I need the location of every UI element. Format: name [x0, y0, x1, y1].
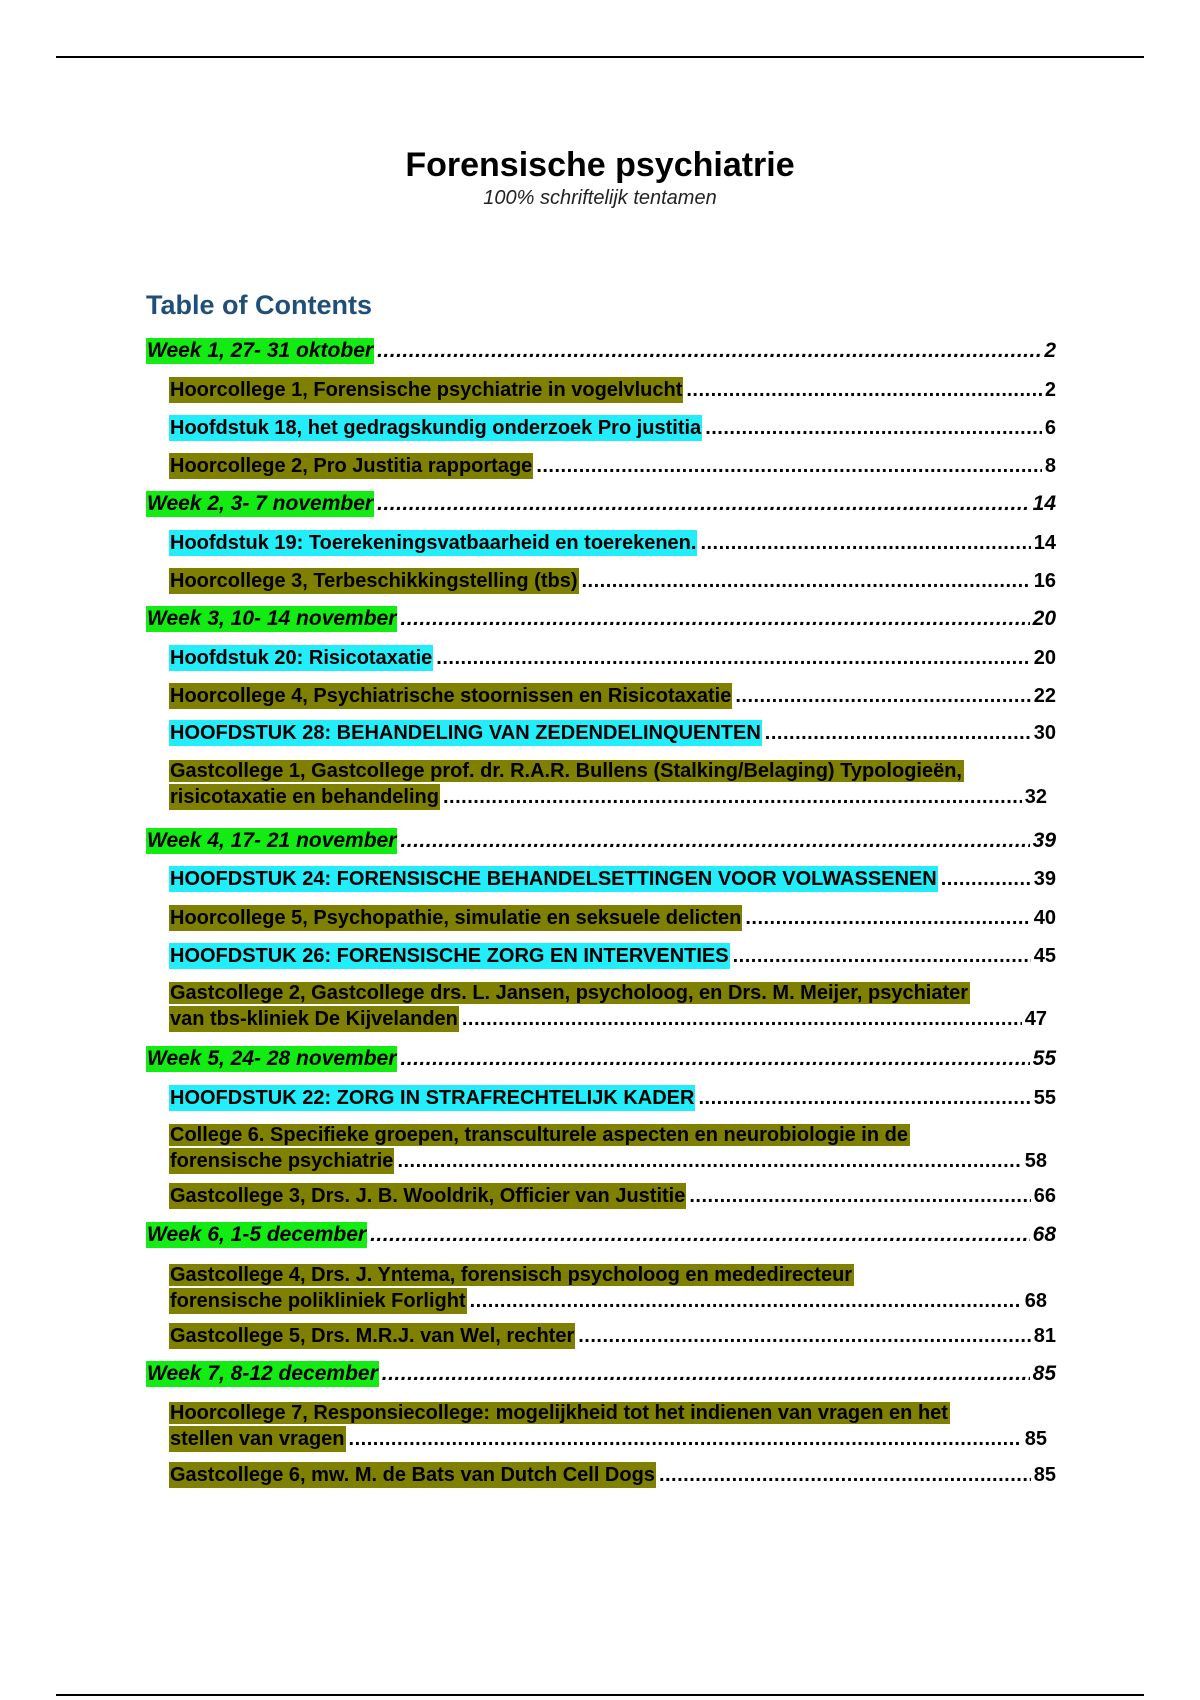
toc-page-number: 68	[1024, 1290, 1047, 1312]
toc-entry-title: HOOFDSTUK 22: ZORG IN STRAFRECHTELIJK KADER	[170, 1087, 695, 1109]
toc-entry-title: HOOFDSTUK 24: FORENSISCHE BEHANDELSETTINGEN VOOR VOLWASSENEN	[170, 868, 937, 890]
toc-page-number: 66	[1033, 1185, 1056, 1207]
dot-leader	[700, 530, 1030, 556]
dot-leader	[735, 683, 1030, 709]
toc-entry-title: Week 3, 10- 14 november	[147, 607, 397, 630]
toc-entry-title: Week 5, 24- 28 november	[147, 1047, 397, 1070]
toc-entry-title-line: Gastcollege 1, Gastcollege prof. dr. R.A.R. Bullens (Stalking/Belaging) Typologieën,	[170, 760, 962, 782]
toc-page-number: 30	[1033, 722, 1056, 744]
toc-entry[interactable]	[169, 866, 1056, 892]
toc-entry[interactable]	[169, 758, 1047, 810]
toc-entry[interactable]	[169, 720, 1056, 746]
toc-heading: Table of Contents	[146, 290, 372, 320]
toc-page-number: 32	[1024, 786, 1047, 808]
toc-page-number: 85	[1024, 1428, 1047, 1450]
toc-week-entry[interactable]	[146, 338, 1056, 364]
dot-leader	[349, 1426, 1022, 1452]
dot-leader	[400, 828, 1029, 854]
toc-entry[interactable]	[169, 645, 1056, 671]
dot-leader	[582, 568, 1031, 594]
toc-entry[interactable]	[169, 1323, 1056, 1349]
toc-entry[interactable]	[169, 1400, 1047, 1452]
toc-page-number: 6	[1044, 417, 1056, 439]
toc-entry[interactable]	[169, 415, 1056, 441]
dot-leader	[443, 784, 1022, 810]
toc-page-number: 85	[1033, 1464, 1056, 1486]
dot-leader	[400, 1046, 1029, 1072]
dot-leader	[765, 720, 1031, 746]
dot-leader	[397, 1148, 1021, 1174]
toc-entry-title: Hoofdstuk 20: Risicotaxatie	[170, 647, 433, 669]
toc-page-number: 55	[1033, 1087, 1056, 1109]
toc-page-number: 2	[1044, 339, 1056, 362]
toc-entry-title: Hoorcollege 1, Forensische psychiatrie in vogelvlucht	[170, 379, 683, 401]
dot-leader	[370, 1222, 1030, 1248]
toc-week-entry[interactable]	[146, 1222, 1056, 1248]
toc-entry-title: HOOFDSTUK 26: FORENSISCHE ZORG EN INTERVENTIES	[170, 945, 729, 967]
dot-leader	[400, 606, 1029, 632]
toc-entry-title: Week 4, 17- 21 november	[147, 829, 397, 852]
dot-leader	[382, 1361, 1030, 1387]
toc-week-entry[interactable]	[146, 1046, 1056, 1072]
toc-entry-title: forensische polikliniek Forlight	[170, 1290, 466, 1312]
toc-page-number: 45	[1033, 945, 1056, 967]
dot-leader	[436, 645, 1030, 671]
toc-entry-title: Week 6, 1-5 december	[147, 1223, 367, 1246]
toc-page-number: 55	[1032, 1047, 1056, 1070]
dot-leader	[705, 415, 1042, 441]
dot-leader	[941, 866, 1031, 892]
toc-page-number: 39	[1032, 829, 1056, 852]
toc-entry[interactable]	[169, 1122, 1047, 1174]
toc-page-number: 85	[1032, 1362, 1056, 1385]
dot-leader	[686, 377, 1042, 403]
dot-leader	[377, 491, 1030, 517]
dot-leader	[659, 1462, 1031, 1488]
toc-week-entry[interactable]	[146, 491, 1056, 517]
toc-entry-title: risicotaxatie en behandeling	[170, 786, 439, 808]
toc-entry-title: stellen van vragen	[170, 1428, 345, 1450]
toc-week-entry[interactable]	[146, 606, 1056, 632]
toc-entry[interactable]	[169, 453, 1056, 479]
toc-entry[interactable]	[169, 683, 1056, 709]
dot-leader	[462, 1006, 1022, 1032]
toc-entry-title: Hoorcollege 4, Psychiatrische stoornissen en Risicotaxatie	[170, 685, 732, 707]
toc-entry[interactable]	[169, 1085, 1056, 1111]
dot-leader	[377, 338, 1041, 364]
toc-entry-title-line: Gastcollege 4, Drs. J. Yntema, forensisch psycholoog en mededirecteur	[170, 1264, 853, 1286]
toc-entry-title: Hoorcollege 5, Psychopathie, simulatie en seksuele delicten	[170, 907, 742, 929]
toc-page-number: 14	[1033, 532, 1056, 554]
toc-entry-title: Hoofdstuk 18, het gedragskundig onderzoek Pro justitia	[170, 417, 702, 439]
document-title: Forensische psychiatrie	[405, 146, 795, 184]
toc-entry-title: Hoorcollege 3, Terbeschikkingstelling (tbs)	[170, 570, 578, 592]
toc-entry-title: Week 1, 27- 31 oktober	[147, 339, 374, 362]
toc-entry[interactable]	[169, 905, 1056, 931]
toc-entry-title: forensische psychiatrie	[170, 1150, 394, 1172]
toc-page-number: 22	[1033, 685, 1056, 707]
toc-entry-title: van tbs-kliniek De Kijvelanden	[170, 1008, 458, 1030]
dot-leader	[745, 905, 1030, 931]
toc-entry[interactable]	[169, 530, 1056, 556]
toc-page-number: 20	[1033, 647, 1056, 669]
toc-page-number: 16	[1033, 570, 1056, 592]
toc-entry-title: Hoofdstuk 19: Toerekeningsvatbaarheid en toerekenen.	[170, 532, 697, 554]
toc-page-number: 8	[1044, 455, 1056, 477]
toc-page-number: 47	[1024, 1008, 1047, 1030]
toc-entry[interactable]	[169, 568, 1056, 594]
toc-entry-title: Week 2, 3- 7 november	[147, 492, 374, 515]
header-rule	[56, 56, 1144, 58]
toc-page-number: 39	[1033, 868, 1056, 890]
toc-entry-title: HOOFDSTUK 28: BEHANDELING VAN ZEDENDELINQUENTEN	[170, 722, 761, 744]
dot-leader	[689, 1183, 1030, 1209]
toc-entry[interactable]	[169, 1462, 1056, 1488]
dot-leader	[536, 453, 1042, 479]
toc-entry-title-line: College 6. Specifieke groepen, transculturele aspecten en neurobiologie in de	[170, 1124, 908, 1146]
toc-page-number: 14	[1032, 492, 1056, 515]
toc-week-entry[interactable]	[146, 828, 1056, 854]
dot-leader	[578, 1323, 1031, 1349]
toc-page-number: 20	[1032, 607, 1056, 630]
toc-entry-title: Week 7, 8-12 december	[147, 1362, 378, 1385]
footer-rule	[56, 1694, 1144, 1696]
dot-leader	[470, 1288, 1022, 1314]
toc-entry-title: Gastcollege 6, mw. M. de Bats van Dutch Cell Dogs	[170, 1464, 655, 1486]
toc-entry-title-line: Gastcollege 2, Gastcollege drs. L. Jansen, psycholoog, en Drs. M. Meijer, psychiater	[170, 982, 969, 1004]
dot-leader	[698, 1085, 1030, 1111]
toc-entry-title-line: Hoorcollege 7, Responsiecollege: mogelijkheid tot het indienen van vragen en het	[170, 1402, 948, 1424]
toc-entry[interactable]	[169, 1262, 1047, 1314]
dot-leader	[733, 943, 1031, 969]
document-subtitle: 100% schriftelijk tentamen	[483, 187, 717, 209]
toc-entry-title: Hoorcollege 2, Pro Justitia rapportage	[170, 455, 533, 477]
toc-entry-title: Gastcollege 5, Drs. M.R.J. van Wel, rechter	[170, 1325, 575, 1347]
toc-page-number: 68	[1032, 1223, 1056, 1246]
toc-page-number: 2	[1044, 379, 1056, 401]
toc-week-entry[interactable]	[146, 1361, 1056, 1387]
toc-entry[interactable]	[169, 1183, 1056, 1209]
toc-page-number: 81	[1033, 1325, 1056, 1347]
toc-page-number: 58	[1024, 1150, 1047, 1172]
toc-entry-title: Gastcollege 3, Drs. J. B. Wooldrik, Officier van Justitie	[170, 1185, 686, 1207]
toc-entry[interactable]	[169, 943, 1056, 969]
toc-page-number: 40	[1033, 907, 1056, 929]
toc-entry[interactable]	[169, 980, 1047, 1032]
toc-entry[interactable]	[169, 377, 1056, 403]
